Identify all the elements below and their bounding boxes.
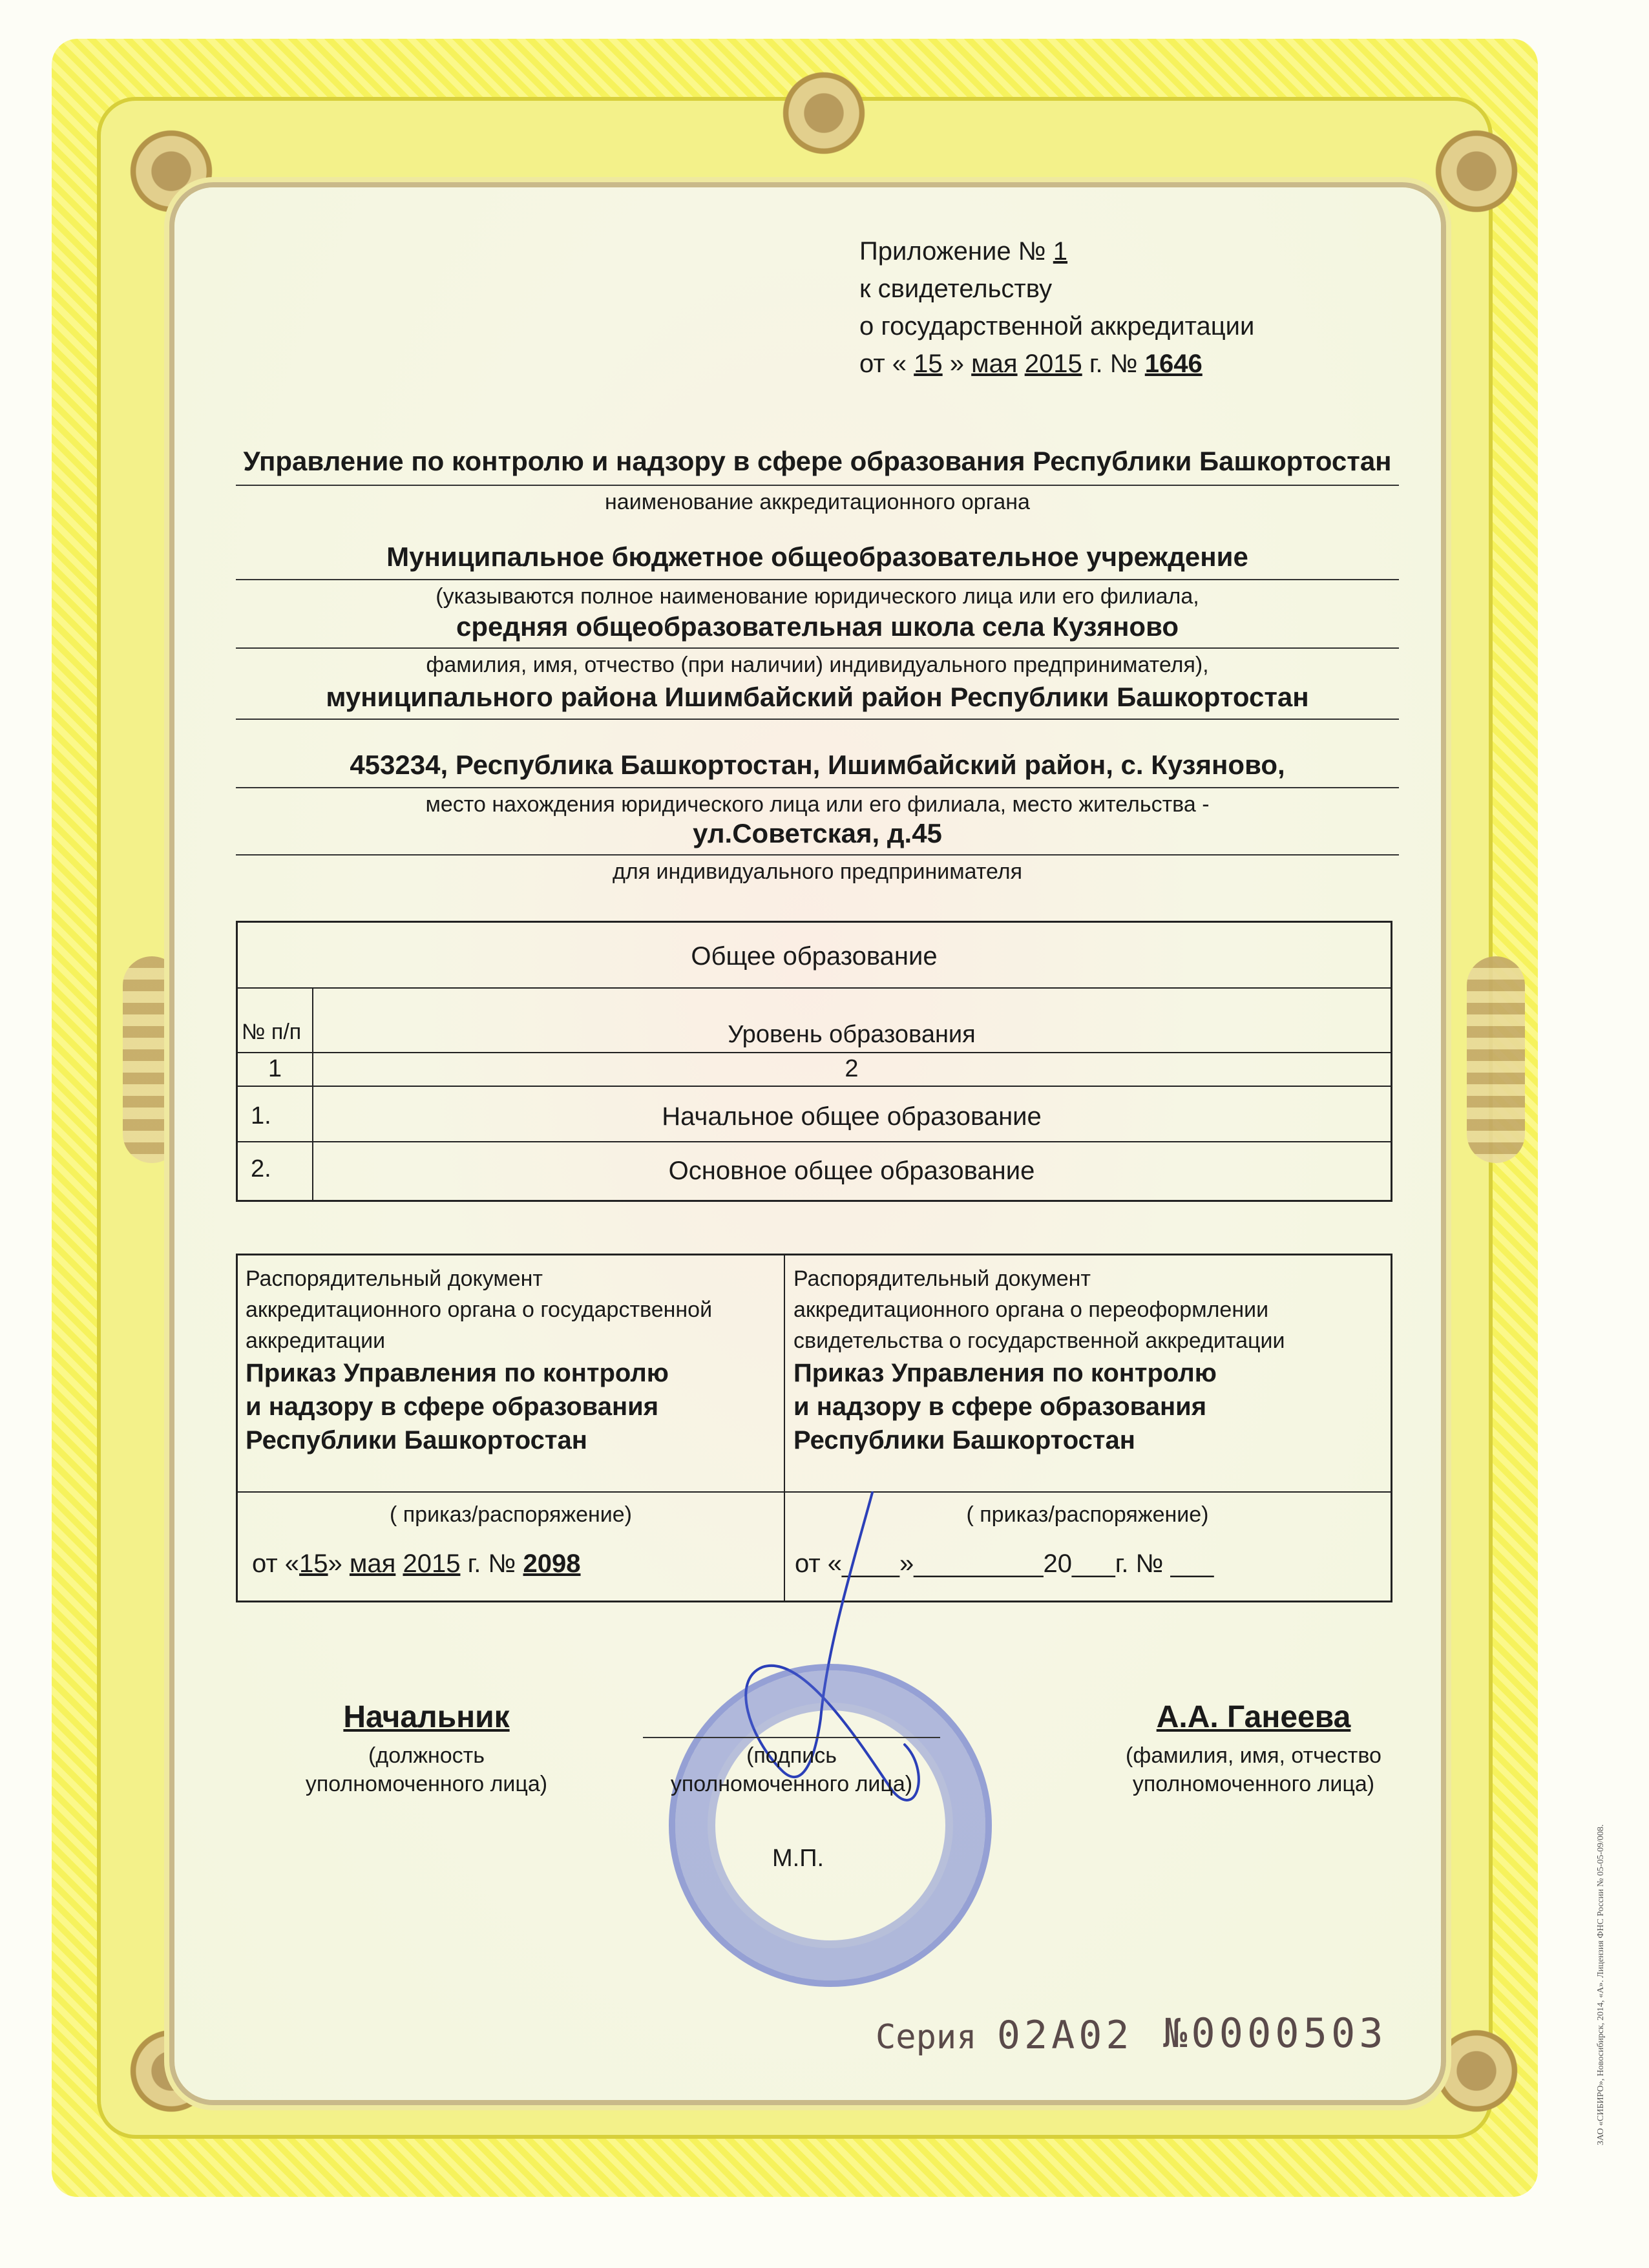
- name-caption: (фамилия, имя, отчество уполномоченного лица): [1126, 1743, 1381, 1796]
- right-document-block: Распорядительный документ аккредитационного органа о переоформлении свидетельства о государственной аккредитации Приказ Управления по контролю и надзору в сфере образования Республики Башкортостан: [793, 1266, 1285, 1454]
- organization-name-line1: Муниципальное бюджетное общеобразовательное учреждение: [386, 541, 1248, 572]
- signature-line: [643, 1737, 940, 1738]
- table-colnum-1: 1: [268, 1055, 282, 1082]
- rule-org-2: [236, 647, 1399, 649]
- left-document-block: Распорядительный документ аккредитационного органа о государственной аккредитации Приказ Управления по контролю и надзору в сфере образования Республики Башкортостан: [246, 1266, 713, 1454]
- organization-caption1: (указываются полное наименование юридического лица или его филиала,: [436, 584, 1199, 609]
- stamp-place: М.П.: [772, 1845, 824, 1872]
- signature-caption: (подпись уполномоченного лица): [670, 1743, 913, 1796]
- address-caption2: для индивидуального предпринимателя: [613, 859, 1022, 884]
- corner-ornament-top-right: [1422, 116, 1531, 226]
- top-crest-ornament: [769, 58, 879, 168]
- series: Серия 02А02: [876, 2013, 1133, 2058]
- organization-caption2: фамилия, имя, отчество (при наличии) индивидуального предпринимателя),: [426, 653, 1209, 677]
- table-section-title: Общее образование: [691, 942, 938, 971]
- rule-address-1: [236, 787, 1399, 788]
- appendix-number: 1: [1053, 237, 1068, 266]
- rule-address-2: [236, 854, 1399, 856]
- left-document-kind: ( приказ/распоряжение): [390, 1502, 632, 1527]
- address-line1: 453234, Республика Башкортостан, Ишимбайский район, с. Кузяново,: [350, 750, 1285, 780]
- left-document-date: от «15» мая 2015 г. № 2098: [252, 1549, 581, 1578]
- position-caption: (должность уполномоченного лица): [305, 1743, 548, 1796]
- certificate-number: 1646: [1144, 350, 1203, 378]
- address-caption1: место нахождения юридического лица или его филиала, место жительства -: [425, 792, 1210, 817]
- signatory-name: А.А. Ганеева: [1156, 1700, 1351, 1734]
- table-header-level: Уровень образования: [728, 1021, 976, 1048]
- authority-caption: наименование аккредитационного органа: [605, 490, 1030, 514]
- official-stamp: [669, 1664, 992, 1987]
- address-line2: ул.Советская, д.45: [693, 818, 942, 848]
- table-header-number: № п/п: [242, 1020, 302, 1044]
- rule-authority: [236, 485, 1399, 486]
- rule-org-3: [236, 719, 1399, 720]
- left-side-ornament: [123, 956, 181, 1163]
- printer-note: ЗАО «СИБИРО», Новосибирск, 2014, «А». Лицензия ФНС России № 05-05-09/008.: [1596, 1824, 1606, 2145]
- rule-org-1: [236, 579, 1399, 580]
- signatory-position: Начальник: [343, 1700, 510, 1734]
- education-levels-table: Общее образование № п/п Уровень образования 1 2 1. Начальное общее образование 2. Основное общее образование: [236, 921, 1392, 1202]
- organization-name-line3: муниципального района Ишимбайский район Республики Башкортостан: [326, 682, 1309, 712]
- appendix-header: Приложение № 1 к свидетельству о государственной аккредитации от « 15 » мая 2015 г. № 1646: [859, 237, 1255, 378]
- right-document-date: от «____»_________20___г. № ___: [795, 1549, 1214, 1578]
- right-side-ornament: [1467, 956, 1525, 1163]
- authority-name: Управление по контролю и надзору в сфере образования Республики Башкортостан: [243, 446, 1392, 476]
- form-number: №0000503: [1163, 2010, 1387, 2057]
- table-colnum-2: 2: [845, 1055, 859, 1082]
- organization-name-line2: средняя общеобразовательная школа села Кузяново: [456, 611, 1179, 642]
- order-number: 2098: [523, 1549, 581, 1578]
- right-document-kind: ( приказ/распоряжение): [966, 1502, 1209, 1527]
